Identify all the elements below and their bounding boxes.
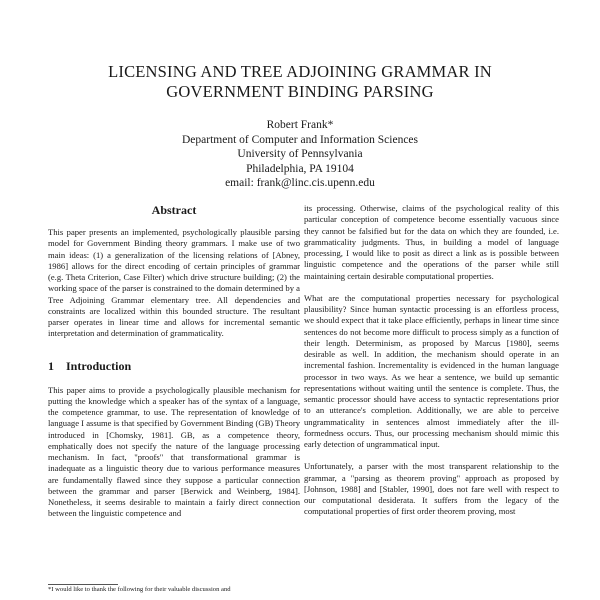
author-email: email: frank@linc.cis.upenn.edu [225,177,375,189]
section-heading [48,359,300,373]
author-city: Philadelphia, PA 19104 [246,162,354,175]
section-title: Introduction [66,358,132,373]
title-line-2: GOVERNMENT BINDING PARSING [166,82,434,101]
right-column [304,203,559,518]
title-line-1: LICENSING AND TREE ADJOINING GRAMMAR IN [108,62,492,81]
section-number: 1 [48,358,54,373]
right-paragraph-3: Unfortunately, a parser with the most transparent relationship to the grammar, a "parsing as theorem proving" approach as proposed by [Johnson, 1988] and [Stabler, 1990], does not fare well with respect to our computational desiderata. It suffers from the legacy of the computational properties of first order theorem proving, most [304,461,559,517]
author-department: Department of Computer and Information Sciences [182,133,418,146]
author-name: Robert Frank* [266,119,334,131]
intro-paragraph: This paper aims to provide a psychologically plausible mechanism for putting the knowledge which a speaker has of the syntax of a language, the competence grammar, to use. The representation of knowledge of language I assume is that specified by Government Binding (GB) Theory introduced in [Chomsky, 1981]. GB, as a competence theory, emphatically does not specify the nature of the language processing mechanism. In fact, "proofs" that transformational grammar is inadequate as a linguistic theory due to various performance measures are fundamentally flawed since they suppose a particular connection between the grammar and parser [Berwick and Weinberg, 1984]. Nonetheless, it seems desirable to maintain a fairly direct connection between the linguistic competence and [48,384,300,519]
author-block [0,118,600,191]
paper-title [0,62,600,102]
footnote-rule [48,584,118,585]
right-paragraph-1: its processing. Otherwise, claims of the psychological reality of this particular conception of competence become essentially vacuous since they cannot be falsified but for the data on which they are founded, i.e. grammaticality judgments. Thus, in building a model of language processing, I would like to posit as direct a link as is possible between linguistic competence and the operations of the parser while still maintaining certain desirable computational properties. [304,203,559,281]
abstract-heading: Abstract [151,203,197,217]
abstract-text: This paper presents an implemented, psychologically plausible parsing model for Government Binding theory grammars. I make use of two main ideas: (1) a generalization of the licensing relations of [Abney, 1986] allows for the direct encoding of certain principles of grammar (e.g. Theta Criterion, Case Filter) which drive structure building; (2) the working space of the parser is constrained to the domain determined by a Tree Adjoining Grammar elementary tree. All dependencies and constraints are localized within this bounded structure. The resultant parser operates in linear time and allows for incremental semantic interpretation and determination of grammaticality. [48,227,300,339]
right-paragraph-2: What are the computational properties necessary for psychological plausibility? Since human syntactic processing is an effortless process, we should expect that it take place efficiently, perhaps in linear time since sentences do not become more difficult to process simply as a function of their length. Determinism, as proposed by Marcus [1980], seems desirable as well. In addition, the mechanism should operate in an incremental fashion. Incrementality is evidenced in the human language processor in two ways. As we hear a sentence, we build up semantic representations without waiting until the sentence is complete. Thus, the semantic processor should have access to syntactic representations prior to an utterance's completion. Additionally, we are able to perceive ungrammaticality in sentences almost immediately after the ill-formedness occurs. Thus, our processing mechanism should mimic this early detection of ungrammatical input. [304,292,559,449]
author-university: University of Pennsylvania [237,148,363,160]
left-column [48,203,300,520]
footnote: *I would like to thank the following for their valuable discussion and [48,586,231,593]
